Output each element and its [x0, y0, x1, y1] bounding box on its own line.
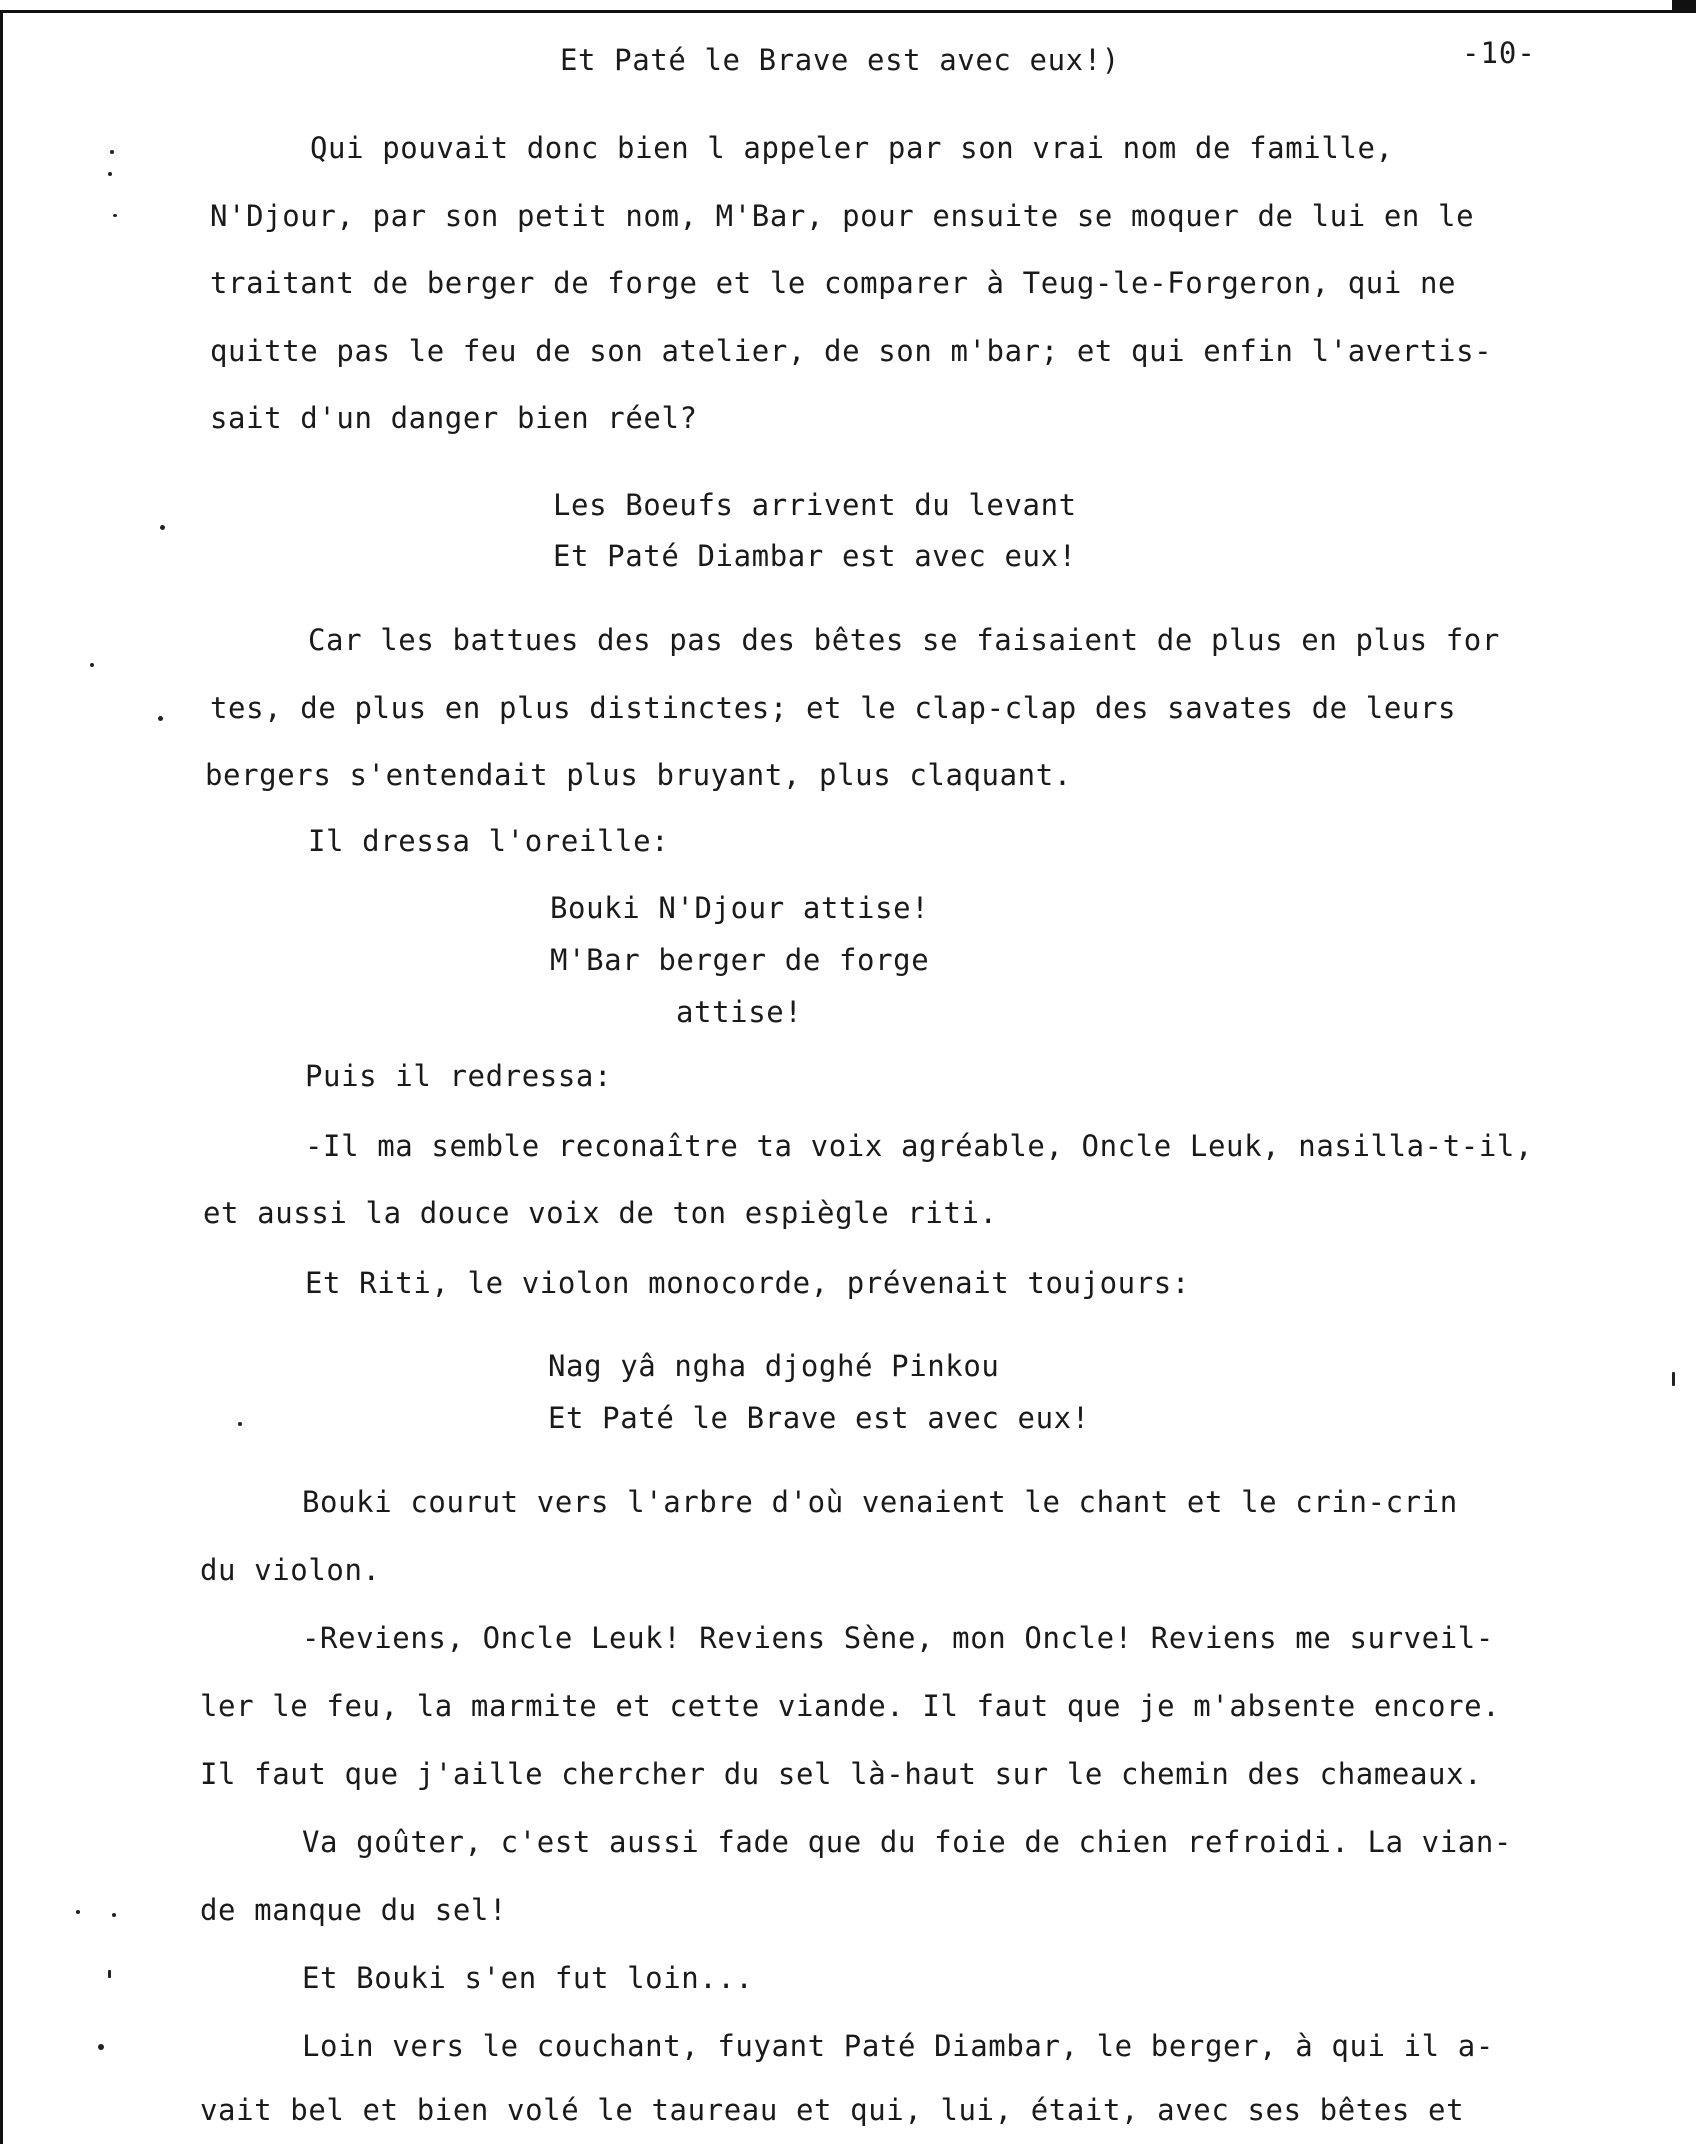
text-line: de manque du sel! — [200, 1893, 508, 1927]
page-left-border — [0, 10, 3, 2144]
text-line: sait d'un danger bien réel? — [210, 401, 698, 435]
scan-speck — [110, 150, 114, 154]
text-line: -Il ma semble reconaître ta voix agréable, Oncle Leuk, nasilla-t-il, — [305, 1129, 1534, 1163]
scan-speck — [76, 1910, 80, 1914]
text-line-header: Et Paté le Brave est avec eux!) — [560, 43, 1120, 77]
verse-line: Et Paté Diambar est avec eux! — [553, 539, 1077, 573]
text-line: Il dressa l'oreille: — [308, 824, 670, 858]
text-line: bergers s'entendait plus bruyant, plus claquant. — [205, 758, 1072, 792]
scan-speck — [112, 1913, 116, 1917]
text-line: traitant de berger de forge et le comparer à Teug-le-Forgeron, qui ne — [210, 266, 1457, 300]
scan-speck — [108, 172, 112, 176]
page-top-border — [0, 10, 1696, 13]
text-line: Il faut que j'aille chercher du sel là-haut sur le chemin des chameaux. — [200, 1757, 1483, 1791]
corner-mark — [1672, 0, 1696, 12]
text-line: Car les battues des pas des bêtes se faisaient de plus en plus for — [308, 623, 1500, 657]
scan-speck — [98, 2044, 104, 2050]
text-line: Et Riti, le violon monocorde, prévenait toujours: — [305, 1266, 1190, 1300]
scan-speck — [160, 525, 165, 530]
verse-line: Et Paté le Brave est avec eux! — [548, 1401, 1090, 1435]
verse-line: M'Bar berger de forge — [550, 943, 930, 977]
text-line: vait bel et bien volé le taureau et qui, lui, était, avec ses bêtes et — [200, 2093, 1465, 2127]
text-line: Qui pouvait donc bien l appeler par son vrai nom de famille, — [310, 131, 1394, 165]
page-number: -10- — [1462, 36, 1536, 70]
scan-speck — [108, 1970, 111, 1978]
scan-speck — [113, 214, 117, 217]
text-line: Puis il redressa: — [305, 1059, 613, 1093]
text-line: Va goûter, c'est aussi fade que du foie de chien refroidi. La vian- — [302, 1825, 1512, 1859]
text-line: du violon. — [200, 1553, 381, 1587]
scan-speck — [238, 1422, 242, 1426]
scan-speck — [158, 716, 163, 721]
verse-line: attise! — [676, 995, 803, 1029]
text-line: -Reviens, Oncle Leuk! Reviens Sène, mon Oncle! Reviens me surveil- — [302, 1621, 1494, 1655]
text-line: ler le feu, la marmite et cette viande. Il faut que je m'absente encore. — [200, 1689, 1501, 1723]
text-line: et aussi la douce voix de ton espiègle riti. — [203, 1196, 998, 1230]
text-line: Bouki courut vers l'arbre d'où venaient le chant et le crin-crin — [302, 1485, 1458, 1519]
text-line: quitte pas le feu de son atelier, de son m'bar; et qui enfin l'avertis- — [210, 334, 1493, 368]
text-line: Loin vers le couchant, fuyant Paté Diambar, le berger, à qui il a- — [302, 2029, 1494, 2063]
scan-speck — [90, 663, 94, 667]
scan-speck — [1672, 1372, 1675, 1386]
verse-line: Les Boeufs arrivent du levant — [553, 488, 1077, 522]
verse-line: Bouki N'Djour attise! — [550, 891, 930, 925]
text-line: N'Djour, par son petit nom, M'Bar, pour ensuite se moquer de lui en le — [210, 199, 1475, 233]
verse-line: Nag yâ ngha djoghé Pinkou — [548, 1349, 1000, 1383]
text-line: tes, de plus en plus distinctes; et le clap-clap des savates de leurs — [210, 691, 1457, 725]
text-line: Et Bouki s'en fut loin... — [302, 1961, 754, 1995]
